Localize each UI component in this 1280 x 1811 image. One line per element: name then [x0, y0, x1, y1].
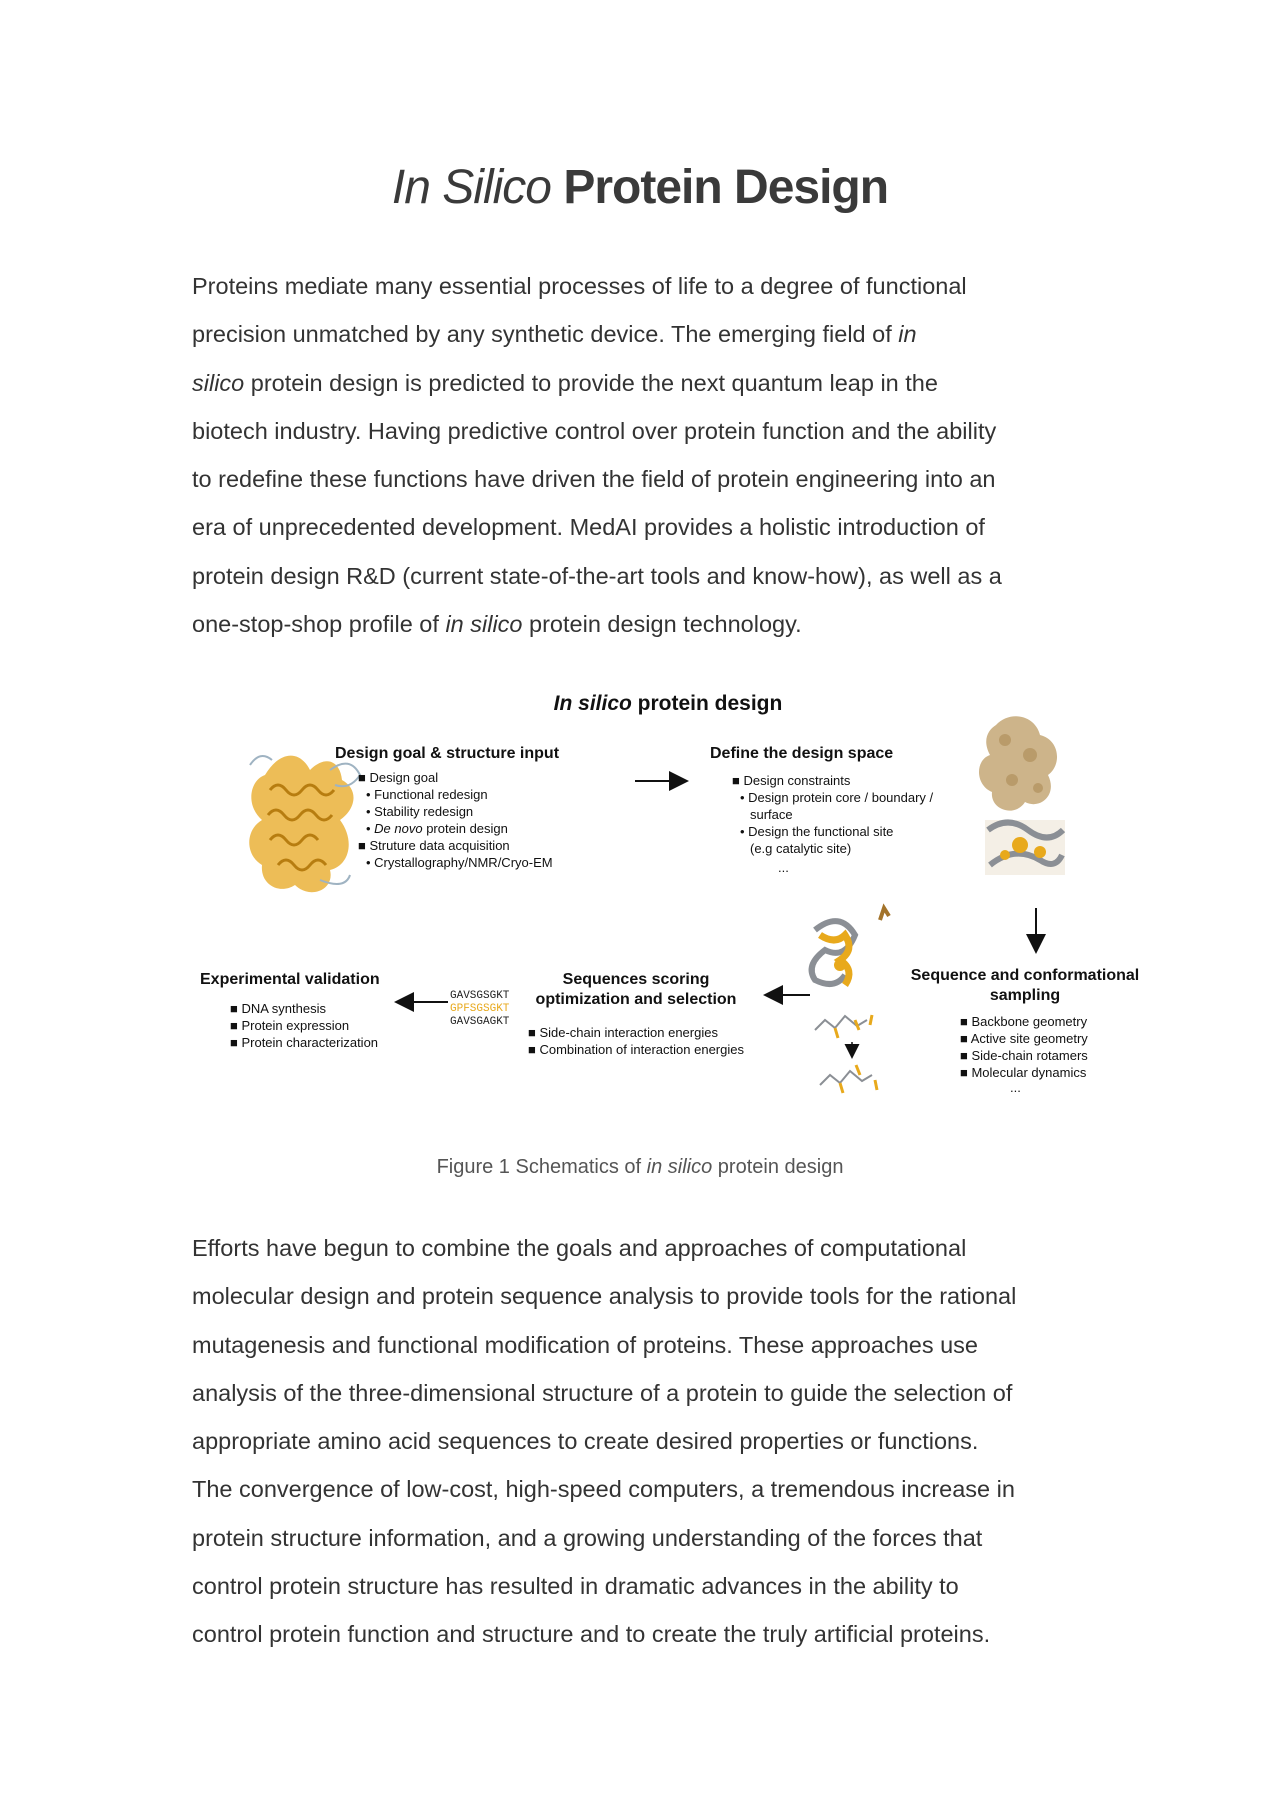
step2-heading: Define the design space — [710, 745, 894, 762]
step4-item: ■ Side-chain interaction energies — [528, 1025, 718, 1040]
step2-item: ... — [778, 860, 789, 875]
surface-protein-illustration — [979, 716, 1057, 810]
figure-title: In silico protein design — [553, 692, 783, 715]
para-line: era of unprecedented development. MedAI provides a holistic introduction of — [192, 514, 985, 541]
para-line: one-stop-shop profile of in silico protein design technology. — [192, 611, 802, 638]
step1-item: • Stability redesign — [366, 804, 474, 819]
step1-item: • Crystallography/NMR/Cryo-EM — [366, 855, 553, 870]
intro-paragraph — [192, 262, 1092, 648]
sequence-text: GAVSGAGKT — [450, 1016, 510, 1028]
step5-item: ■ Protein characterization — [230, 1035, 379, 1050]
protein-design-figure — [190, 680, 1150, 1120]
title-italic: In Silico — [391, 161, 551, 214]
step2-item: • Design protein core / boundary / — [740, 790, 934, 805]
figure-caption: Figure 1 Schematics of in silico protein design — [436, 1156, 844, 1178]
step3-item: ■ Active site geometry — [960, 1031, 1088, 1046]
para-line: control protein structure has resulted in dramatic advances in the ability to — [192, 1573, 959, 1600]
step1-item: • De novo protein design — [366, 821, 508, 836]
para-line: silico protein design is predicted to provide the next quantum leap in the — [192, 369, 938, 396]
conformational-sampling-illustration — [812, 908, 889, 1093]
step3-item: ■ Backbone geometry — [960, 1014, 1088, 1029]
step5-heading: Experimental validation — [200, 971, 380, 988]
para-line: molecular design and protein sequence analysis to provide tools for the rational — [192, 1283, 1017, 1310]
para-line: appropriate amino acid sequences to create desired properties or functions. — [192, 1428, 979, 1455]
step3-item: ... — [1010, 1080, 1021, 1095]
step3-item: ■ Side-chain rotamers — [960, 1048, 1088, 1063]
para-line: protein design R&D (current state-of-the-art tools and know-how), as well as a — [192, 562, 1002, 589]
step1-heading: Design goal & structure input — [335, 745, 560, 762]
para-line: mutagenesis and functional modification of proteins. These approaches use — [192, 1331, 978, 1358]
step3-heading: sampling — [989, 987, 1061, 1004]
step2-item: (e.g catalytic site) — [750, 841, 852, 856]
step3-item: ■ Molecular dynamics — [960, 1065, 1087, 1080]
para-line: precision unmatched by any synthetic device. The emerging field of in — [192, 321, 917, 348]
step1-item: ■ Struture data acquisition — [358, 838, 510, 853]
step2-item: • Design the functional site — [740, 824, 894, 839]
sequence-text: GPFSGSGKT — [450, 1003, 510, 1015]
step4-heading: Sequences scoring — [562, 971, 710, 988]
title-rest: Protein Design — [551, 161, 889, 214]
step4-item: ■ Combination of interaction energies — [528, 1042, 744, 1057]
step2-item: ■ Design constraints — [732, 773, 851, 788]
page-title — [0, 160, 1280, 215]
para-line: protein structure information, and a growing understanding of the forces that — [192, 1524, 983, 1551]
sequence-text: GAVSGSGKT — [450, 990, 510, 1002]
step3-heading: Sequence and conformational — [910, 967, 1140, 984]
helical-protein-illustration — [249, 756, 360, 893]
para-line: Efforts have begun to combine the goals and approaches of computational — [192, 1235, 967, 1261]
step4-heading: optimization and selection — [535, 991, 737, 1008]
para-line: control protein function and structure and to create the truly artificial proteins. — [192, 1621, 991, 1648]
para-line: The convergence of low-cost, high-speed computers, a tremendous increase in — [192, 1476, 1015, 1503]
para-line: to redefine these functions have driven the field of protein engineering into an — [192, 466, 996, 493]
step5-item: ■ DNA synthesis — [230, 1001, 326, 1016]
para-line: Proteins mediate many essential processes of life to a degree of functional — [192, 273, 967, 299]
active-site-illustration — [985, 820, 1065, 875]
step2-item: surface — [750, 807, 793, 822]
step1-item: ■ Design goal — [358, 770, 439, 785]
body-paragraph — [192, 1224, 1092, 1659]
para-line: biotech industry. Having predictive control over protein function and the ability — [192, 417, 997, 444]
para-line: analysis of the three-dimensional structure of a protein to guide the selection of — [192, 1379, 1013, 1406]
step5-item: ■ Protein expression — [230, 1018, 350, 1033]
step1-item: • Functional redesign — [366, 787, 488, 802]
